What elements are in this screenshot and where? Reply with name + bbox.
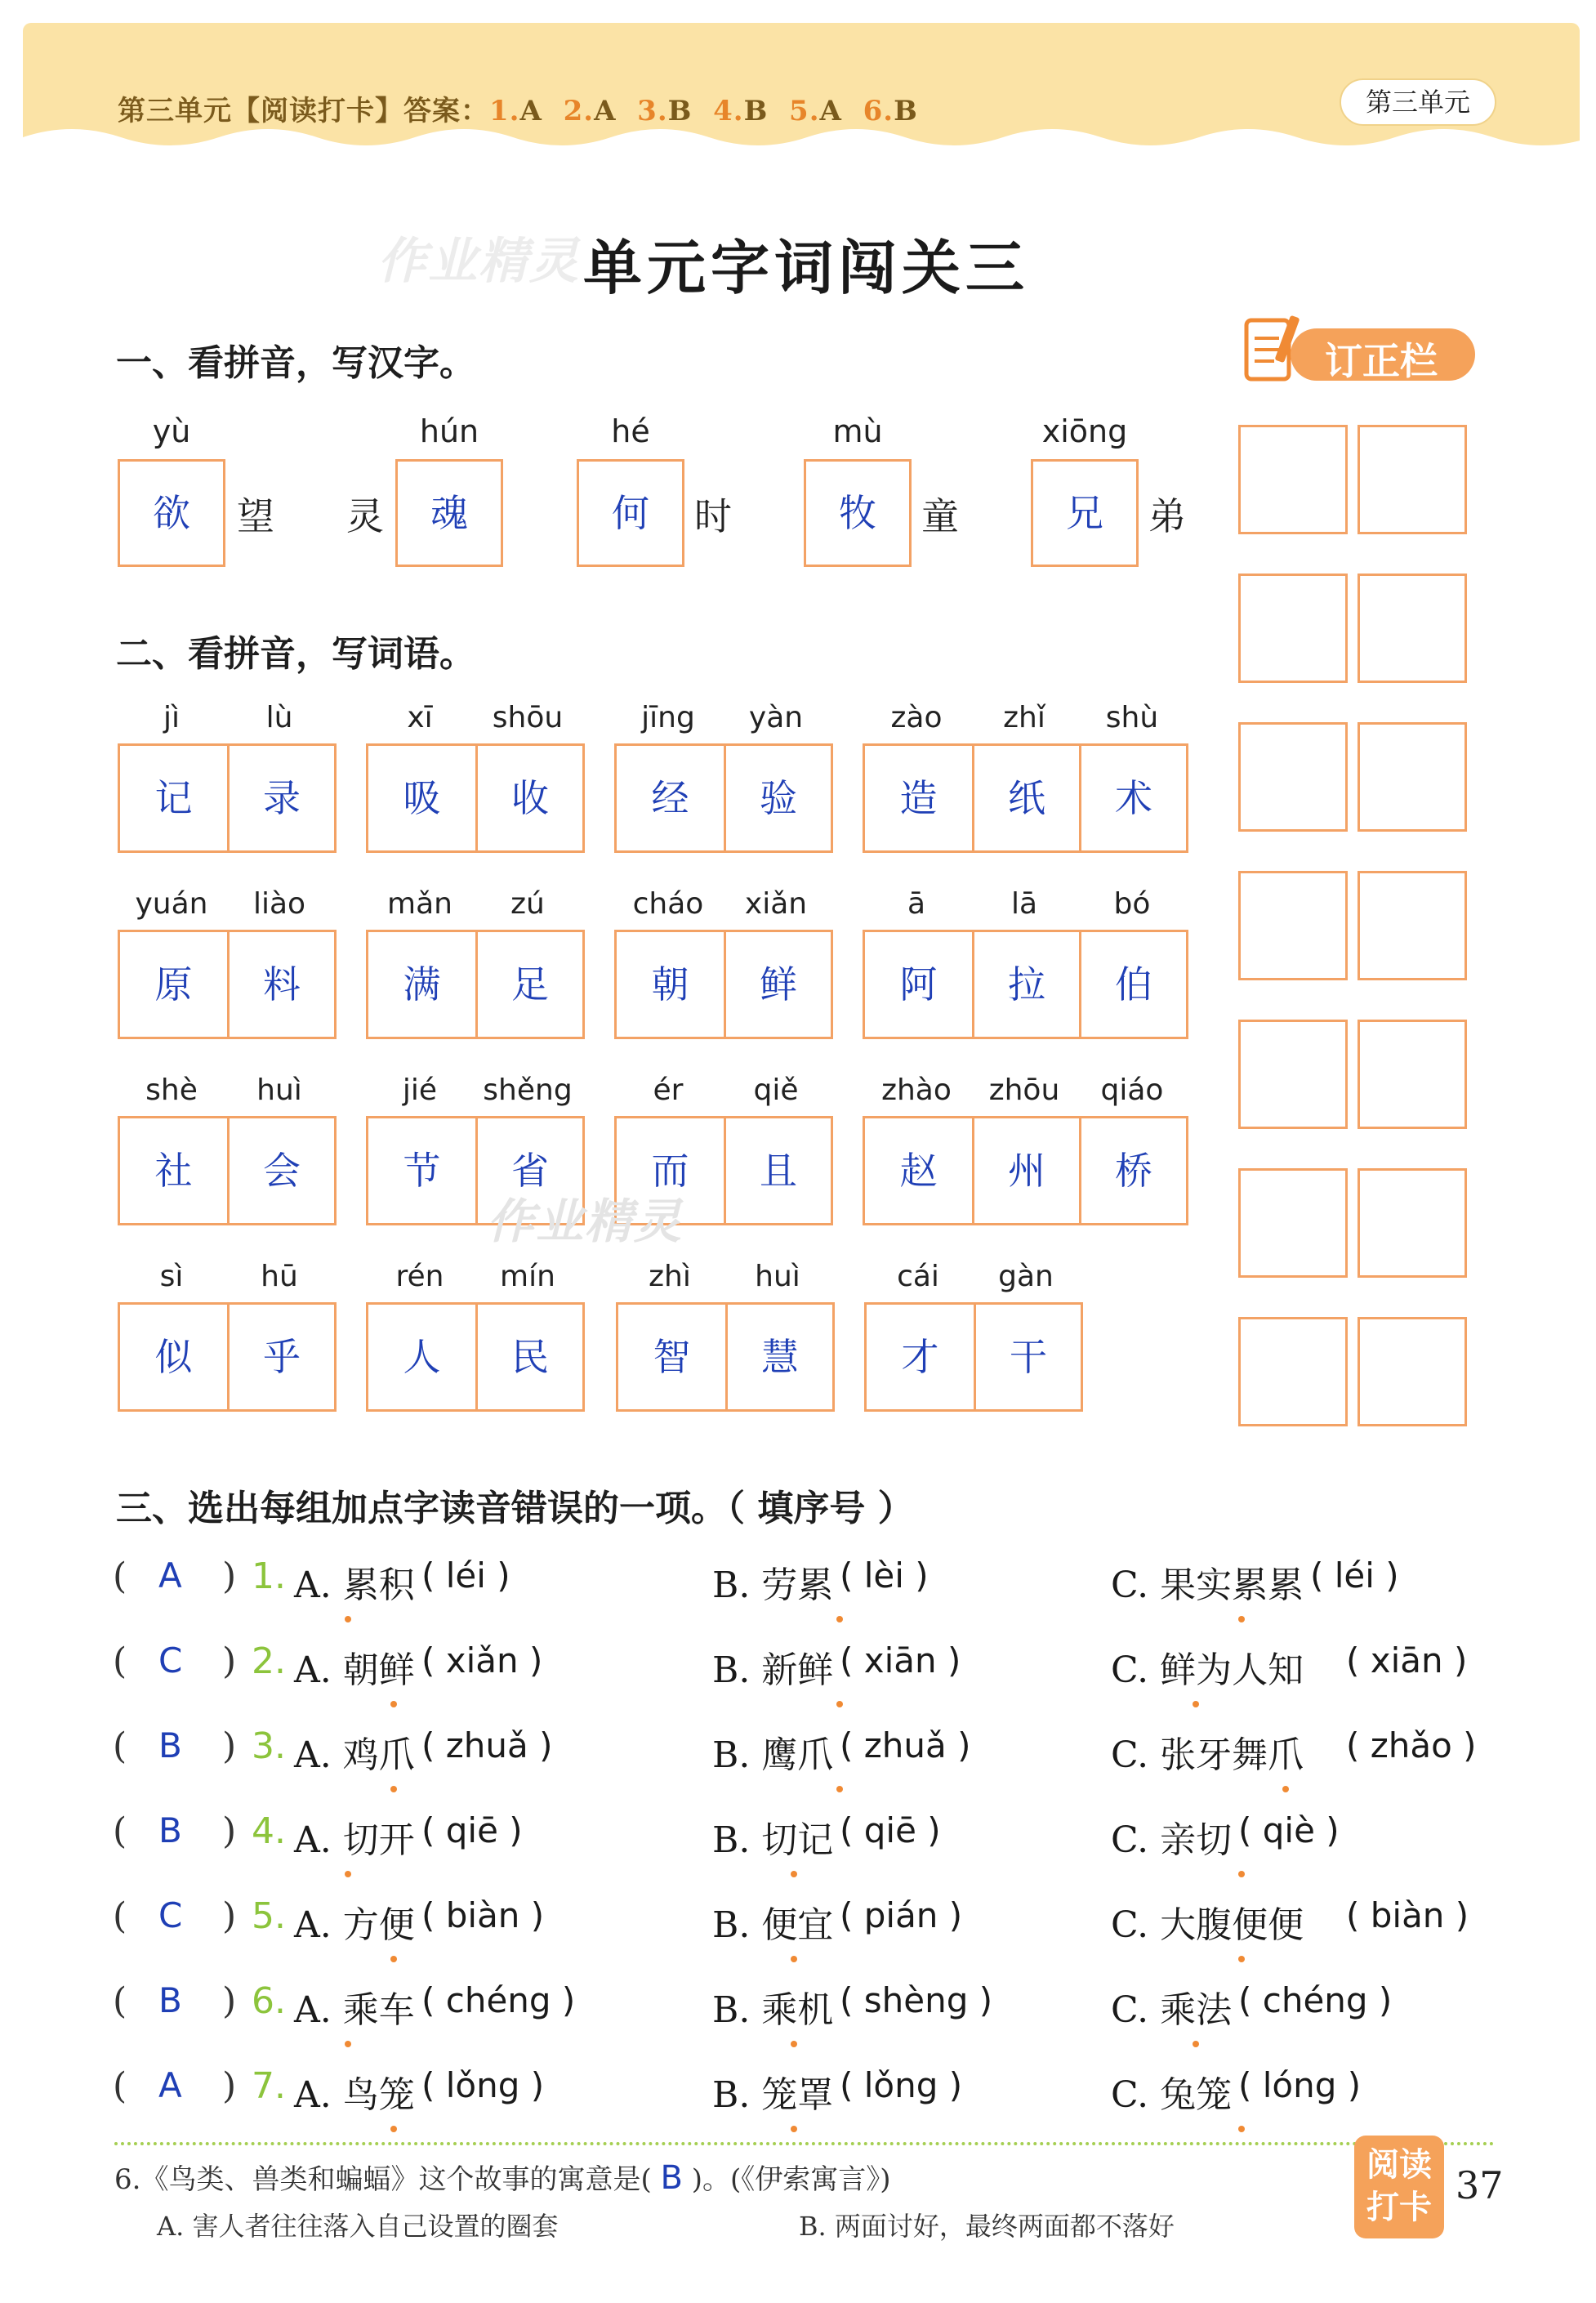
paren-right: ) [222, 1980, 237, 2022]
char-cell[interactable]: 录 [227, 746, 334, 850]
word-pinyin [616, 1260, 831, 1293]
char-cell[interactable]: 足 [475, 932, 582, 1037]
paren-left: ( [113, 1640, 127, 1682]
given-char: 望 [237, 494, 274, 538]
pinyin: lù [265, 701, 293, 734]
pinyin: shù [1105, 701, 1159, 734]
question-row [113, 1980, 1452, 2037]
word-pinyin [118, 701, 333, 734]
word-box[interactable] [118, 743, 337, 853]
emphasis-dot [1282, 1786, 1289, 1792]
correction-label: 订正栏 [1325, 339, 1438, 383]
section-one-heading: 一、看拼音，写汉字。 [116, 342, 475, 384]
char-cell[interactable]: 智 [653, 1335, 691, 1379]
emphasis-dot [836, 1786, 843, 1792]
answer-mark[interactable]: A [158, 1555, 182, 1596]
word-box[interactable] [863, 930, 1188, 1039]
pinyin: qiáo [1100, 1073, 1164, 1107]
word-box[interactable] [366, 743, 585, 853]
answer-mark[interactable]: C [158, 1895, 183, 1935]
emphasis-dot [390, 1701, 397, 1707]
emphasis-dot [1238, 2126, 1245, 2132]
answer-val: B [894, 95, 918, 127]
answer-mark[interactable]: B [158, 1980, 182, 2020]
char-cell[interactable]: 术 [1079, 746, 1186, 850]
char-cell[interactable]: 而 [651, 1149, 689, 1193]
pinyin: sì [159, 1260, 184, 1293]
word-pinyin [118, 1260, 333, 1293]
answer-num: 3. [637, 95, 668, 127]
pinyin: jié [402, 1073, 438, 1107]
pinyin: mù [832, 413, 883, 449]
option-a: A. 方便 [294, 1904, 415, 1946]
char-cell[interactable]: 收 [475, 746, 582, 850]
reading-checkin-badge: 阅读打卡 [1354, 2136, 1444, 2238]
option-b-pinyin: ( lèi ) [840, 1555, 929, 1596]
answer-val: A [819, 95, 842, 127]
answer-mark[interactable]: A [158, 2065, 182, 2105]
char-cell[interactable]: 似 [154, 1335, 193, 1379]
pinyin: liào [252, 887, 306, 921]
paren-left: ( [113, 1895, 127, 1937]
page-title: 单元字词闯关三 [583, 233, 1030, 302]
option-b: B. 乘机 [712, 1989, 834, 2031]
correction-box[interactable] [1238, 1168, 1348, 1278]
pinyin: mín [500, 1260, 555, 1293]
char-cell[interactable]: 节 [403, 1149, 441, 1193]
option-a-pinyin: ( zhuǎ ) [421, 1725, 553, 1765]
pinyin: shōu [492, 701, 564, 734]
option-a: A. 乘车 [294, 1989, 415, 2031]
char-cell[interactable]: 鲜 [724, 932, 831, 1037]
question-number: 6. [252, 1980, 286, 2022]
correction-box[interactable] [1357, 425, 1467, 534]
answer-box[interactable]: 牧 [804, 459, 912, 567]
emphasis-dot [791, 2126, 797, 2132]
answer-num: 6. [863, 95, 894, 127]
question-row [113, 1555, 1452, 1613]
char-cell[interactable]: 省 [475, 1118, 582, 1223]
char-cell[interactable]: 吸 [403, 776, 441, 820]
question-row [113, 1810, 1452, 1868]
emphasis-dot [1238, 1956, 1245, 1962]
paren-left: ( [113, 1725, 127, 1767]
pinyin: yù [152, 413, 191, 449]
option-c-pinyin: ( biàn ) [1346, 1895, 1469, 1935]
word-pinyin [863, 1073, 1186, 1107]
pinyin: zhǐ [1003, 701, 1045, 734]
char-cell[interactable]: 社 [154, 1149, 193, 1193]
pinyin: hún [419, 413, 479, 449]
option-c: C. 张牙舞爪 [1111, 1734, 1304, 1776]
option-a-pinyin: ( léi ) [421, 1555, 510, 1596]
answer-box[interactable]: 欲 [118, 459, 225, 567]
emphasis-dot [390, 1956, 397, 1962]
char-cell[interactable]: 会 [227, 1118, 334, 1223]
footer-option-a: A. 害人者往往落入自己设置的圈套 [157, 2211, 559, 2242]
correction-box[interactable] [1238, 1020, 1348, 1129]
answer-num: 4. [713, 95, 744, 127]
answer-val: A [519, 95, 542, 127]
answer-num: 1. [489, 95, 520, 127]
option-b: B. 新鲜 [712, 1649, 834, 1691]
answer-num: 2. [563, 95, 595, 127]
option-c-pinyin: ( chéng ) [1238, 1980, 1393, 2020]
answer-mark[interactable]: B [158, 1810, 182, 1850]
option-b: B. 便宜 [712, 1904, 834, 1946]
page-number: 37 [1456, 2163, 1504, 2207]
char-cell[interactable]: 人 [403, 1335, 441, 1379]
emphasis-dot [1193, 1701, 1199, 1707]
footer-question-source: )。(《伊索寓言》) [691, 2163, 891, 2196]
option-c-pinyin: ( qiè ) [1238, 1810, 1340, 1850]
option-b: B. 笼罩 [712, 2074, 834, 2116]
answer-box[interactable]: 魂 [395, 459, 503, 567]
answer-box[interactable]: 兄 [1031, 459, 1139, 567]
given-char: 时 [694, 494, 732, 538]
pinyin: shè [145, 1073, 198, 1107]
option-a: A. 鸡爪 [294, 1734, 415, 1776]
pinyin: zhì [649, 1260, 691, 1293]
pinyin: qiě [753, 1073, 799, 1107]
option-b: B. 切记 [712, 1819, 834, 1861]
footer-answer[interactable]: B [660, 2159, 683, 2197]
given-char: 灵 [346, 494, 384, 538]
word-box[interactable] [616, 1302, 835, 1412]
word-pinyin [614, 1073, 830, 1107]
correction-box[interactable] [1357, 1168, 1467, 1278]
emphasis-dot [390, 2126, 397, 2132]
pinyin: zú [510, 887, 545, 921]
option-a-pinyin: ( chéng ) [421, 1980, 576, 2020]
paren-right: ) [222, 1555, 237, 1597]
option-a-pinyin: ( qiē ) [421, 1810, 523, 1850]
char-cell[interactable]: 纸 [972, 746, 1079, 850]
word-pinyin [864, 1260, 1080, 1293]
word-pinyin [366, 1260, 582, 1293]
pinyin: hū [261, 1260, 298, 1293]
pinyin: xiōng [1041, 413, 1128, 449]
option-c: C. 鲜为人知 [1111, 1649, 1304, 1691]
question-number: 2. [252, 1640, 286, 1682]
pinyin: shěng [483, 1073, 573, 1107]
char-cell[interactable]: 料 [227, 932, 334, 1037]
option-c: C. 果实累累 [1111, 1564, 1304, 1606]
option-c: C. 兔笼 [1111, 2074, 1233, 2116]
emphasis-dot [836, 1701, 843, 1707]
option-c: C. 亲切 [1111, 1819, 1233, 1861]
word-box[interactable] [118, 930, 337, 1039]
char-cell[interactable]: 民 [475, 1305, 582, 1409]
word-pinyin [614, 887, 830, 921]
char-cell[interactable]: 原 [154, 962, 193, 1006]
pinyin: bó [1113, 887, 1151, 921]
option-a: A. 朝鲜 [294, 1649, 415, 1691]
footer-divider [114, 2142, 1495, 2145]
option-b: B. 鹰爪 [712, 1734, 834, 1776]
emphasis-dot [345, 2041, 351, 2047]
char-cell[interactable]: 伯 [1079, 932, 1186, 1037]
word-box[interactable] [863, 1116, 1188, 1225]
option-b-pinyin: ( zhuǎ ) [840, 1725, 971, 1765]
word-pinyin [366, 887, 582, 921]
footer-option-b: B. 两面讨好，最终两面都不落好 [799, 2211, 1175, 2242]
pinyin: jīng [641, 701, 695, 734]
word-box[interactable] [118, 1116, 337, 1225]
answer-val: A [594, 95, 617, 127]
question-number: 7. [252, 2065, 286, 2107]
emphasis-dot [345, 1616, 351, 1622]
emphasis-dot [791, 2041, 797, 2047]
answer-mark[interactable]: B [158, 1725, 182, 1765]
pinyin: zào [890, 701, 943, 734]
pinyin: jì [163, 701, 180, 734]
emphasis-dot [836, 1616, 843, 1622]
pinyin: yàn [748, 701, 804, 734]
option-c-pinyin: ( lóng ) [1238, 2065, 1362, 2105]
option-b-pinyin: ( shèng ) [840, 1980, 993, 2020]
correction-box[interactable] [1357, 722, 1467, 832]
pinyin: cái [897, 1260, 939, 1293]
pinyin: lā [1010, 887, 1038, 921]
correction-box[interactable] [1238, 574, 1348, 683]
watermark: 作业精灵 [487, 1194, 684, 1249]
option-c-pinyin: ( zhǎo ) [1346, 1725, 1477, 1765]
watermark: 作业精灵 [377, 233, 580, 290]
paren-right: ) [222, 1810, 237, 1852]
char-cell[interactable]: 赵 [899, 1149, 938, 1193]
char-cell[interactable]: 记 [154, 776, 193, 820]
pinyin: cháo [632, 887, 704, 921]
char-cell[interactable]: 才 [901, 1335, 939, 1379]
word-pinyin [614, 701, 830, 734]
pinyin: ā [907, 887, 926, 921]
word-pinyin [118, 1073, 333, 1107]
paren-right: ) [222, 1640, 237, 1682]
pinyin: xiǎn [744, 887, 808, 921]
answer-box[interactable]: 何 [577, 459, 684, 567]
option-b-pinyin: ( lǒng ) [840, 2065, 963, 2105]
unit-tag: 第三单元 [1340, 78, 1496, 126]
word-box[interactable] [118, 1302, 337, 1412]
given-char: 童 [921, 494, 959, 538]
question-number: 1. [252, 1555, 286, 1597]
answer-val: B [743, 95, 769, 127]
answer-num: 5. [789, 95, 820, 127]
word-box[interactable] [366, 1302, 585, 1412]
option-a: A. 累积 [294, 1564, 415, 1606]
option-a: A. 鸟笼 [294, 2074, 415, 2116]
word-pinyin [118, 887, 333, 921]
pinyin: huì [256, 1073, 302, 1107]
question-row [113, 1895, 1469, 1953]
option-b-pinyin: ( xiān ) [840, 1640, 961, 1680]
option-b: B. 劳累 [712, 1564, 834, 1606]
footer-question [114, 2157, 891, 2197]
emphasis-dot [1238, 1616, 1245, 1622]
correction-badge [1242, 310, 1478, 389]
question-number: 3. [252, 1725, 286, 1767]
pinyin: gàn [998, 1260, 1054, 1293]
pinyin: zhào [881, 1073, 952, 1107]
correction-box[interactable] [1238, 1317, 1348, 1426]
char-cell[interactable]: 朝 [651, 962, 689, 1006]
word-box[interactable] [614, 930, 833, 1039]
pinyin: zhōu [988, 1073, 1060, 1107]
paren-left: ( [113, 1980, 127, 2022]
word-pinyin [863, 887, 1186, 921]
char-cell[interactable]: 满 [403, 962, 441, 1006]
word-box[interactable] [366, 930, 585, 1039]
pinyin: huì [755, 1260, 800, 1293]
question-number: 5. [252, 1895, 286, 1937]
section-three-heading: 三、选出每组加点字读音错误的一项。（ 填序号 ） [116, 1488, 914, 1529]
paren-left: ( [113, 2065, 127, 2107]
char-cell[interactable]: 阿 [899, 962, 938, 1006]
word-pinyin [366, 1073, 582, 1107]
pinyin: rén [395, 1260, 444, 1293]
paren-right: ) [222, 1895, 237, 1937]
correction-box[interactable] [1357, 1317, 1467, 1426]
option-c-pinyin: ( léi ) [1310, 1555, 1399, 1596]
char-cell[interactable]: 拉 [972, 932, 1079, 1037]
given-char: 弟 [1148, 494, 1186, 538]
question-row [113, 2065, 1452, 2122]
option-a-pinyin: ( lǒng ) [421, 2065, 545, 2105]
paren-right: ) [222, 2065, 237, 2107]
section-two-heading: 二、看拼音，写词语。 [116, 633, 475, 675]
emphasis-dot [791, 1956, 797, 1962]
char-cell[interactable]: 州 [972, 1118, 1079, 1223]
word-pinyin [863, 701, 1186, 734]
question-number: 4. [252, 1810, 286, 1852]
paren-left: ( [113, 1810, 127, 1852]
word-pinyin [366, 701, 582, 734]
answer-val: B [667, 95, 693, 127]
char-cell[interactable]: 桥 [1079, 1118, 1186, 1223]
char-cell[interactable]: 慧 [725, 1305, 832, 1409]
pinyin: mǎn [387, 887, 452, 921]
option-b-pinyin: ( pián ) [840, 1895, 963, 1935]
pinyin: xī [407, 701, 433, 734]
option-a-pinyin: ( xiǎn ) [421, 1640, 543, 1680]
correction-box[interactable] [1238, 871, 1348, 980]
word-box[interactable] [864, 1302, 1083, 1412]
pinyin: yuán [135, 887, 208, 921]
correction-box[interactable] [1357, 574, 1467, 683]
emphasis-dot [791, 1871, 797, 1877]
emphasis-dot [390, 1786, 397, 1792]
emphasis-dot [345, 1871, 351, 1877]
option-b-pinyin: ( qiē ) [840, 1810, 941, 1850]
option-a: A. 切开 [294, 1819, 415, 1861]
pinyin: hé [611, 413, 650, 449]
answer-key-prefix: 第三单元【阅读打卡】答案： [118, 95, 489, 127]
pinyin: ér [653, 1073, 684, 1107]
option-c: C. 大腹便便 [1111, 1904, 1304, 1946]
char-cell[interactable]: 且 [724, 1118, 831, 1223]
footer-question-text: 6.《鸟类、兽类和蝙蝠》这个故事的寓意是( [114, 2163, 652, 2196]
char-cell[interactable]: 经 [651, 776, 689, 820]
option-c-pinyin: ( xiān ) [1346, 1640, 1468, 1680]
paren-left: ( [113, 1555, 127, 1597]
question-row [113, 1640, 1468, 1698]
reading-answer-key [118, 88, 918, 128]
emphasis-dot [1238, 1871, 1245, 1877]
option-a-pinyin: ( biàn ) [421, 1895, 545, 1935]
word-box[interactable] [614, 743, 833, 853]
correction-box[interactable] [1357, 1020, 1467, 1129]
char-cell[interactable]: 乎 [227, 1305, 334, 1409]
correction-box[interactable] [1357, 871, 1467, 980]
question-row [113, 1725, 1477, 1783]
emphasis-dot [1193, 2041, 1199, 2047]
correction-box[interactable] [1238, 425, 1348, 534]
answer-mark[interactable]: C [158, 1640, 183, 1680]
paren-right: ) [222, 1725, 237, 1767]
char-cell[interactable]: 验 [724, 746, 831, 850]
option-c: C. 乘法 [1111, 1989, 1233, 2031]
word-box[interactable] [863, 743, 1188, 853]
char-cell[interactable]: 干 [974, 1305, 1081, 1409]
char-cell[interactable]: 造 [899, 776, 938, 820]
correction-box[interactable] [1238, 722, 1348, 832]
